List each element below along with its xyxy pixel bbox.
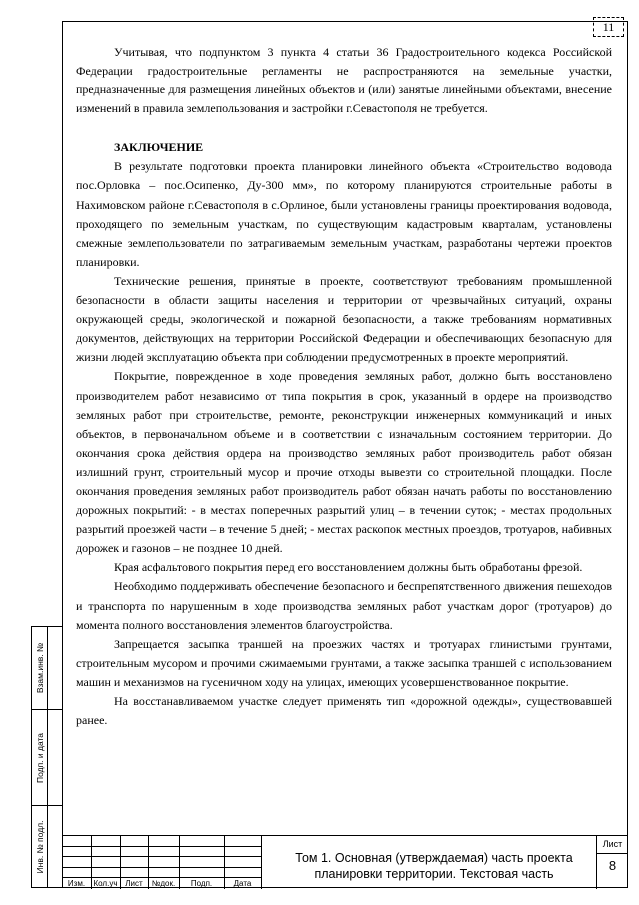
- side-label-inv: Инв. № подл.: [34, 820, 45, 873]
- col-ndok: №док.: [151, 879, 176, 888]
- paragraph: В результате подготовки проекта планировки линейного объекта «Строительство водовода пос.Орловка – пос.Осипенко, Ду-300 мм», по которому планируются строительные работы в Нахимовском районе г.Севастополя в с.Орлиное, были установлены границы проектирования водовода, проходящего по земельным участкам, по существующим кадастровым кварталам, установлены смежные землепользователи по затрагиваемым земельным участкам, разработаны чертежи проектов планировки.: [76, 159, 612, 269]
- document-title: Том 1. Основная (утверждаемая) часть проекта планировки территории. Текстовая часть: [295, 851, 573, 881]
- section-heading: ЗАКЛЮЧЕНИЕ: [114, 140, 204, 155]
- title-block: [62, 835, 628, 888]
- sheet-label: Лист: [597, 836, 628, 854]
- col-koluch: Кол.уч: [93, 879, 118, 888]
- paragraph: Технические решения, принятые в проекте, соответствуют требованиям промышленной безопасности в области защиты населения и территории от чрезвычайных ситуаций, охраны окружающей среды, экологической и пожарной безопасности, а также требованиям нормативных документов, действующих на территории Российской Федерации и обеспечивающих безопасную для жизни людей эксплуатацию объекта при соблюдении предусмотренных в проекте мероприятий.: [76, 273, 612, 365]
- sheet-box: [596, 836, 628, 889]
- col-izm: Изм.: [67, 879, 86, 888]
- side-cell-inv: [32, 806, 62, 887]
- side-cell-vzam: [32, 627, 62, 710]
- side-label-vzam: Взам.инв. №: [34, 642, 45, 694]
- document-body: [76, 43, 612, 730]
- side-stamp-column: [31, 626, 62, 888]
- col-podp: Подп.: [190, 879, 213, 888]
- paragraph: Края асфальтового покрытия перед его восстановлением должны быть обработаны фрезой.: [114, 560, 583, 575]
- paragraph: Необходимо поддерживать обеспечение безопасного и беспрепятственного движения пешеходов и транспорта по нарушенным в ходе производства земляных работ участкам дорог (тротуаров) до момента полного восстановления элементов благоустройства.: [76, 579, 612, 632]
- side-cell-podp: [32, 710, 62, 806]
- paragraph: Покрытие, поврежденное в ходе проведения земляных работ, должно быть восстановлено производителем работ независимо от типа покрытия в срок, указанный в ордере на производство земляных работ при строительстве, ремонте, реконструкции инженерных коммуникаций и иных объектов, в первоначальном объеме и в соответствии с изначальным состоянием территории. До окончания срока действия ордера на производство земляных работ производитель работ обязан излишний грунт, строительный мусор и прочие отходы вывезти со строительной площадки. После окончания проведения земляных работ производитель работ обязан начать работы по восстановлению дорожных покрытий: - в местах поперечных разрытий улиц – в течении суток; - местах продольных разрытий проезжей части – в течение 5 дней; - местах раскопок местных проездов, тротуаров, набивных дорожек и газонов – не позднее 10 дней.: [76, 369, 612, 556]
- paragraph-intro: Учитывая, что подпунктом 3 пункта 4 статьи 36 Градостроительного кодекса Российской Федерации градостроительные регламенты не распространяются на земельные участки, предназначенные для размещения линейных объектов и (или) занятые линейными объектами, внесение изменений в правила землепользования и застройки г.Севастополя не требуется.: [76, 45, 612, 115]
- side-label-podp: Подп. и дата: [34, 732, 45, 783]
- revision-table: [62, 836, 261, 889]
- col-list: Лист: [125, 879, 143, 888]
- sheet-number: 8: [608, 858, 617, 873]
- page-marker: 11: [593, 17, 624, 37]
- paragraph: Запрещается засыпка траншей на проезжих частях и тротуарах глинистыми грунтами, строительным мусором и прочими сжимаемыми грунтами, а также засыпка траншей с использованием машин и механизмов на гусеничном ходу на улицах, имеющих усовершенствованное покрытие.: [76, 636, 612, 689]
- col-data: Дата: [233, 879, 252, 888]
- paragraph: На восстанавливаемом участке следует применять тип «дорожной одежды», существовавшей ранее.: [76, 694, 612, 728]
